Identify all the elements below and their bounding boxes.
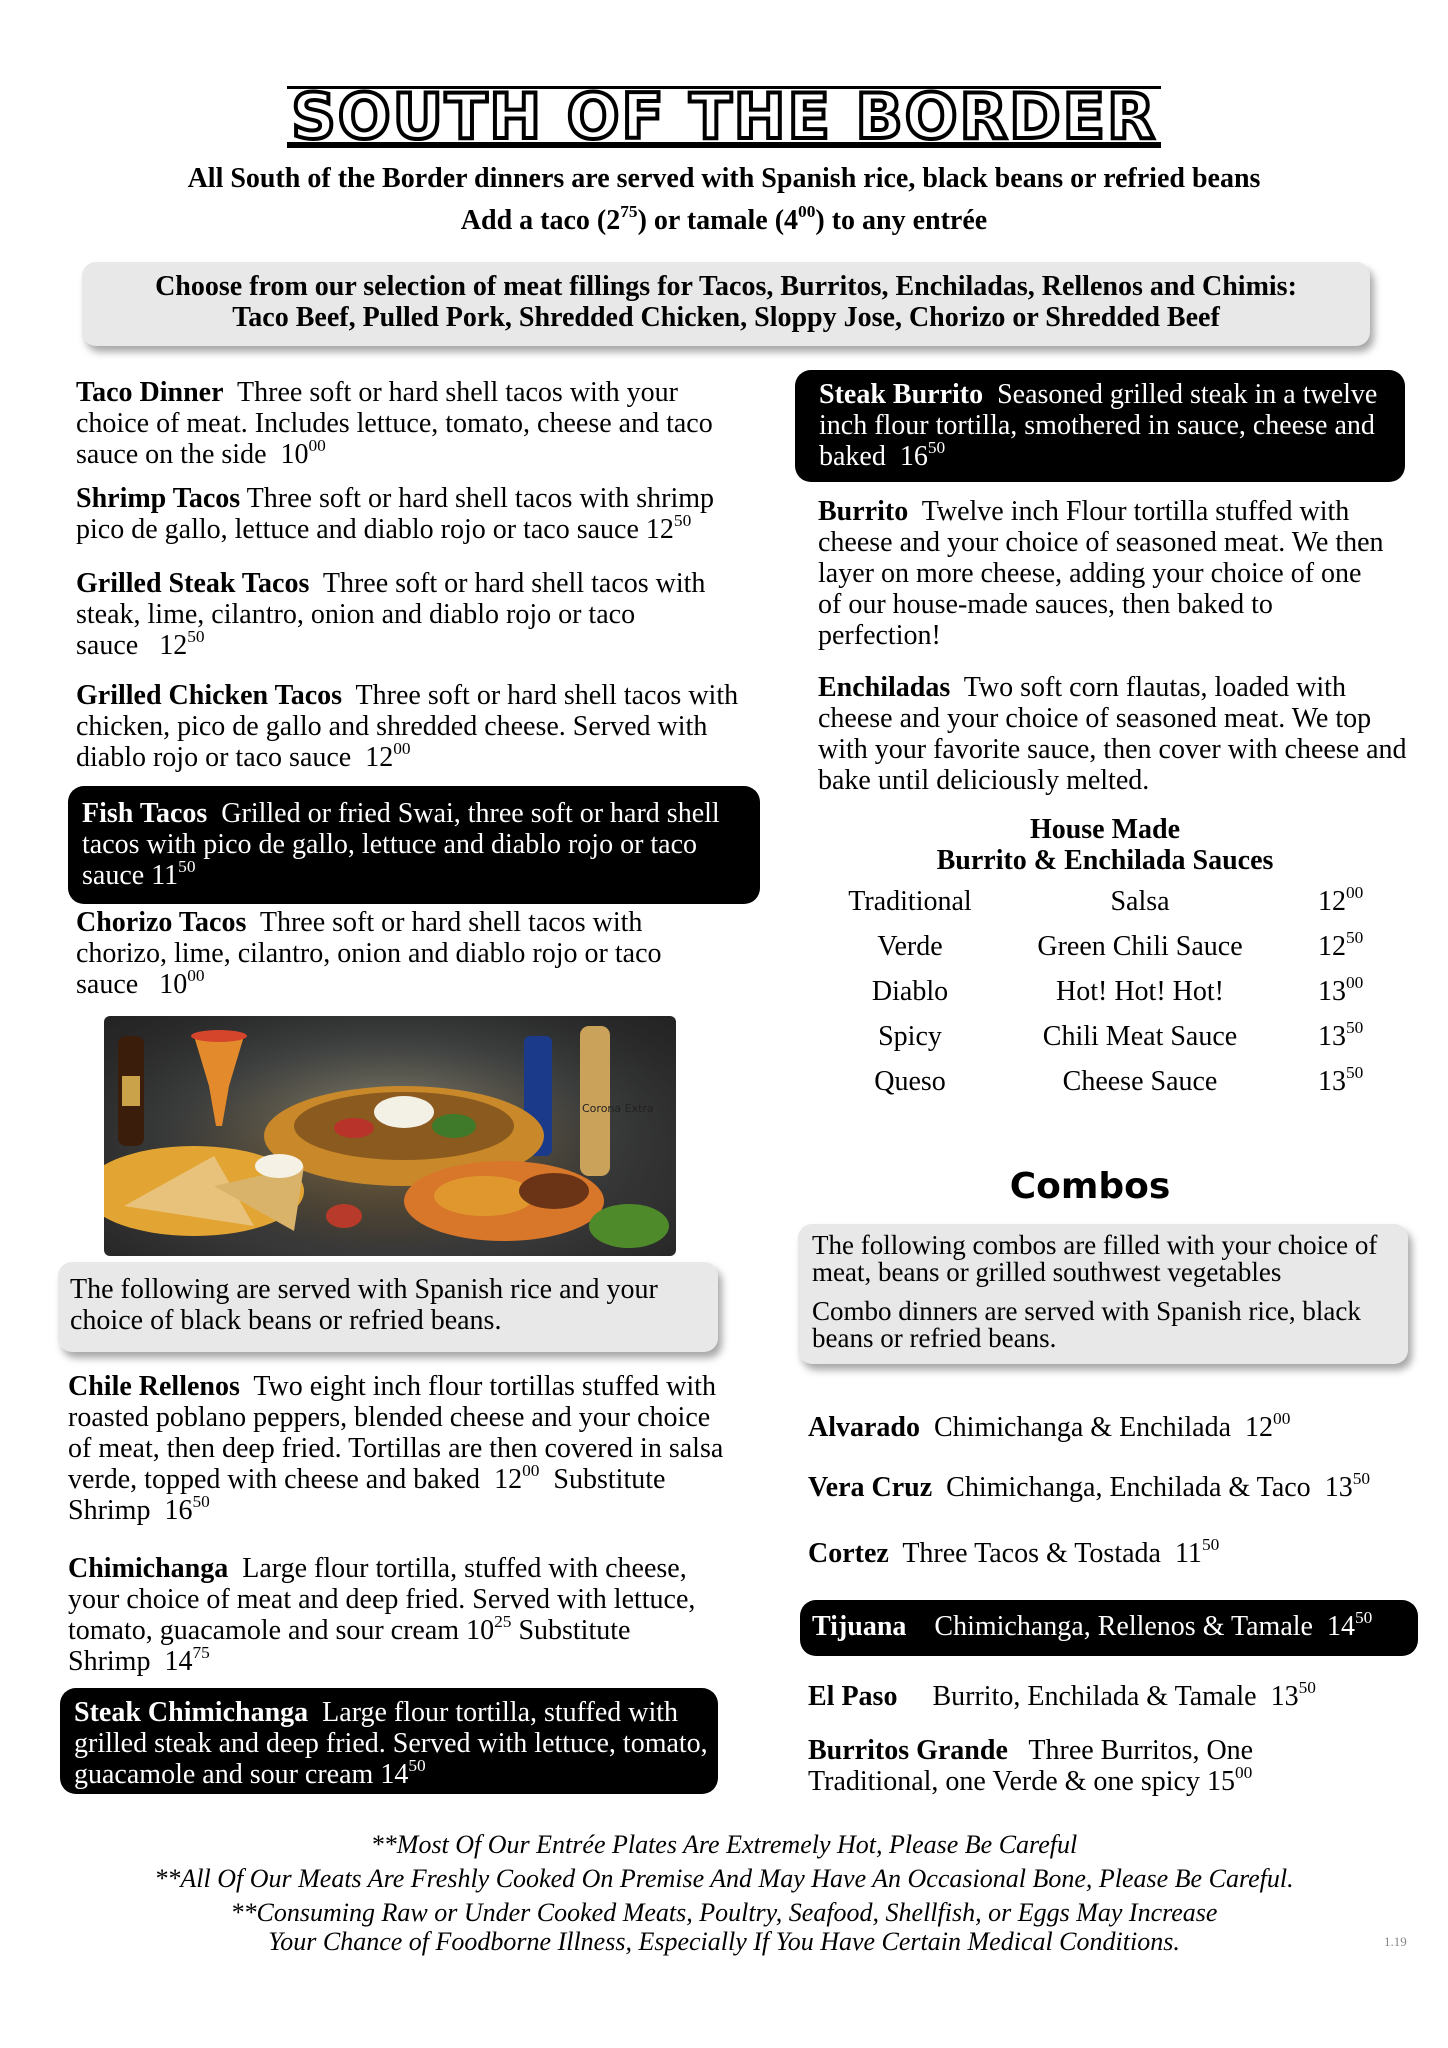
- combos-note-sides: Combo dinners are served with Spanish rice, black beans or refried beans.: [812, 1296, 1361, 1353]
- version-label: 1.19: [1384, 1934, 1407, 1949]
- menu-item: Burrito Twelve inch Flour tortilla stuffed with cheese and your choice of seasoned meat. We then layer on more cheese, adding your choice of one of our house-made sauces, then baked to perfection!: [818, 496, 1384, 651]
- menu-item: Taco Dinner Three soft or hard shell tacos with your choice of meat. Includes lettuce, tomato, cheese and taco sauce on the side $10^{00}$: [76, 377, 713, 470]
- served-note-text: The following are served with Spanish rice and your choice of black beans or refried beans.: [70, 1274, 658, 1336]
- beer-bottle-icon: [580, 1026, 610, 1176]
- featured-menu-item: Steak Chimichanga Large flour tortilla, stuffed with grilled steak and deep fried. Served with lettuce, tomato, guacamole and sour cream $14^{50}$: [60, 1688, 718, 1794]
- combos-note-fillings: The following combos are filled with your choice of meat, beans or grilled southwest vegetables: [812, 1230, 1378, 1287]
- served-with-note: All South of the Border dinners are served with Spanish rice, black beans or refried beans: [187, 163, 1261, 194]
- combo-item: Cortez Three Tacos & Tostada $11^{50}$: [808, 1534, 1220, 1569]
- food-illustration: [104, 1016, 676, 1256]
- combo-item: Alvarado Chimichanga & Enchilada $12^{00}$: [808, 1408, 1291, 1443]
- footer-warning-bone: **All Of Our Meats Are Freshly Cooked On Premise And May Have An Occasional Bone, Please Be Careful.: [154, 1864, 1294, 1893]
- menu-item: Shrimp Tacos Three soft or hard shell tacos with shrimp pico de gallo, lettuce and diablo rojo or taco sauce $12^{50}$: [76, 483, 715, 545]
- salsa-cup-icon: [326, 1204, 362, 1228]
- sauce-row: Spicy Chili Meat Sauce $13^{50}$: [878, 1017, 1364, 1052]
- sauces-table: [820, 882, 1380, 1117]
- footer-warning-raw: **Consuming Raw or Under Cooked Meats, Poultry, Seafood, Shellfish, or Eggs May Increase: [230, 1898, 1218, 1927]
- fillings-list: Taco Beef, Pulled Pork, Shredded Chicken, Sloppy Jose, Chorizo or Shredded Beef: [232, 302, 1220, 333]
- menu-item: Grilled Chicken Tacos Three soft or hard shell tacos with chicken, pico de gallo and shredded cheese. Served with diablo rojo or taco sauce $12^{00}$: [76, 680, 739, 773]
- featured-menu-item: Steak Burrito Seasoned grilled steak in a twelve inch flour tortilla, smothered in sauce, cheese and baked $16^{50}$: [795, 370, 1405, 482]
- beer-label: Corona Extra: [582, 1102, 654, 1115]
- combo-item: Burritos Grande Three Burritos, One Traditional, one Verde & one spicy $15^{00}$: [808, 1735, 1254, 1797]
- combo-item: Vera Cruz Chimichanga, Enchilada & Taco $13^{50}$: [808, 1468, 1371, 1503]
- food-photo: [104, 1016, 676, 1256]
- menu-item: Enchiladas Two soft corn flautas, loaded with cheese and your choice of seasoned meat. We top with your favorite sauce, then cover with cheese and bake until deliciously melted.: [818, 672, 1407, 796]
- sauce-row: Queso Cheese Sauce $13^{50}$: [874, 1062, 1364, 1097]
- combos-note-box: [798, 1224, 1408, 1364]
- combos-heading: Combos: [1009, 1166, 1171, 1207]
- menu-item: Chile Rellenos Two eight inch flour tortillas stuffed with roasted poblano peppers, blended cheese and your choice of meat, then deep fried. Tortillas are then covered in salsa verde, topped with cheese and baked $12^{00}$ Substitute Shrimp $16^{50}$: [68, 1371, 724, 1526]
- sauce-row: Diablo Hot! Hot! Hot! $13^{00}$: [871, 972, 1364, 1007]
- menu-item: Grilled Steak Tacos Three soft or hard shell tacos with steak, lime, cilantro, onion and diablo rojo or taco sauce $12^{50}$: [76, 568, 706, 661]
- sauce-row: Verde Green Chili Sauce $12^{50}$: [877, 927, 1364, 962]
- fillings-intro: Choose from our selection of meat fillings for Tacos, Burritos, Enchiladas, Rellenos and Chimis:: [155, 271, 1297, 302]
- footer-warning-hot: **Most Of Our Entrée Plates Are Extremely Hot, Please Be Careful: [370, 1830, 1078, 1859]
- footer-warning-illness: Your Chance of Foodborne Illness, Especially If You Have Certain Medical Conditions.: [268, 1927, 1180, 1956]
- menu-item: Chimichanga Large flour tortilla, stuffed with cheese, your choice of meat and deep fried. Served with lettuce, tomato, guacamole and sour cream $10^{25}$ Substitute Shrimp $14^{75}$: [68, 1553, 696, 1677]
- served-note-box: [58, 1262, 718, 1352]
- featured-combo-item: Tijuana Chimichanga, Rellenos & Tamale $14^{50}$: [800, 1600, 1418, 1656]
- page-title: SOUTH OF THE BORDER: [0, 86, 1448, 148]
- fillings-box: [82, 262, 1370, 346]
- guacamole-bowl-icon: [589, 1204, 669, 1248]
- featured-menu-item: Fish Tacos Grilled or fried Swai, three soft or hard shell tacos with pico de gallo, lettuce and diablo rojo or taco sauce $11^{50}$: [68, 786, 760, 904]
- sauces-heading: House Made Burrito & Enchilada Sauces: [936, 814, 1274, 876]
- combo-item: El Paso Burrito, Enchilada & Tamale $13^{50}$: [808, 1677, 1316, 1712]
- menu-item: Chorizo Tacos Three soft or hard shell tacos with chorizo, lime, cilantro, onion and diablo rojo or taco sauce $10^{00}$: [76, 907, 662, 1000]
- sauce-row: Traditional Salsa $12^{00}$: [848, 882, 1364, 917]
- add-on-note: Add a taco $(2^{75})$ or tamale $(4^{00})$ to any entrée: [460, 201, 988, 236]
